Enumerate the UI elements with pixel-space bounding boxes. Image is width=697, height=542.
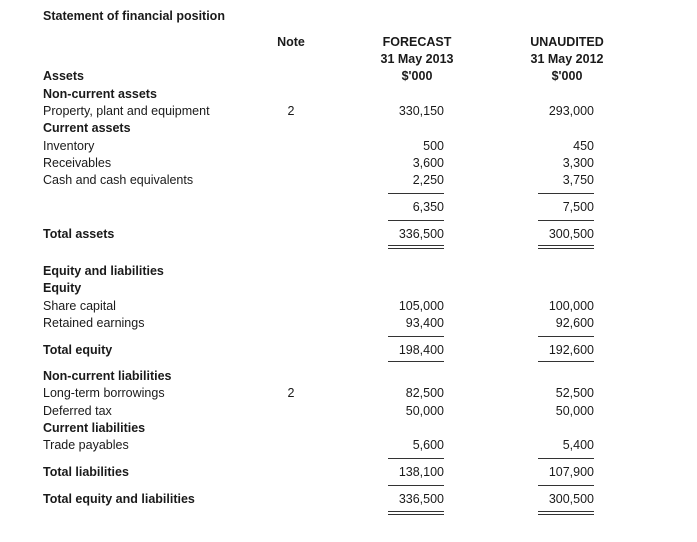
subtotal-rule	[538, 193, 594, 194]
row-label: Equity	[43, 281, 82, 295]
forecast-value: 2,250	[412, 173, 444, 187]
total-rule	[538, 248, 594, 249]
unaudited-value: 293,000	[548, 104, 594, 118]
unaudited-value: 50,000	[555, 404, 594, 418]
subtotal-rule	[538, 485, 594, 486]
row-note: 2	[287, 104, 295, 118]
forecast-header-line1: FORECAST	[382, 35, 452, 49]
forecast-value: 82,500	[405, 386, 444, 400]
unaudited-value: 3,300	[562, 156, 594, 170]
total-rule	[538, 245, 594, 246]
total-rule	[388, 514, 444, 515]
forecast-value: 5,600	[412, 438, 444, 452]
subtotal-rule	[538, 220, 594, 221]
forecast-value: 198,400	[398, 343, 444, 357]
forecast-value: 138,100	[398, 465, 444, 479]
row-note: 2	[287, 386, 295, 400]
row-label: Current assets	[43, 121, 131, 135]
note-header: Note	[277, 35, 305, 49]
row-label: Trade payables	[43, 438, 129, 452]
forecast-value: 93,400	[405, 316, 444, 330]
row-label: Deferred tax	[43, 404, 112, 418]
row-label: Cash and cash equivalents	[43, 173, 194, 187]
subtotal-rule	[538, 336, 594, 337]
forecast-value: 105,000	[398, 299, 444, 313]
row-label: Current liabilities	[43, 421, 146, 435]
subtotal-rule	[388, 361, 444, 362]
forecast-header-line2: 31 May 2013	[380, 52, 454, 66]
forecast-subtotal: 6,350	[412, 200, 444, 214]
row-label: Total equity and liabilities	[43, 492, 195, 506]
unaudited-value: 100,000	[548, 299, 594, 313]
unaudited-header-line1: UNAUDITED	[530, 35, 604, 49]
row-label: Equity and liabilities	[43, 264, 164, 278]
unaudited-value: 52,500	[555, 386, 594, 400]
forecast-header-line3: $'000	[401, 69, 433, 83]
row-label: Property, plant and equipment	[43, 104, 210, 118]
subtotal-rule	[388, 458, 444, 459]
row-label: Share capital	[43, 299, 116, 313]
forecast-value: 336,500	[398, 227, 444, 241]
total-rule	[538, 511, 594, 512]
forecast-value: 330,150	[398, 104, 444, 118]
subtotal-rule	[538, 458, 594, 459]
unaudited-value: 92,600	[555, 316, 594, 330]
row-label: Total assets	[43, 227, 115, 241]
subtotal-rule	[538, 361, 594, 362]
unaudited-value: 450	[573, 139, 594, 153]
total-rule	[388, 248, 444, 249]
total-rule	[538, 514, 594, 515]
statement-title: Statement of financial position	[43, 9, 225, 23]
row-label: Receivables	[43, 156, 112, 170]
subtotal-rule	[388, 193, 444, 194]
row-label: Inventory	[43, 139, 95, 153]
forecast-value: 336,500	[398, 492, 444, 506]
row-label: Total liabilities	[43, 465, 129, 479]
subtotal-rule	[388, 336, 444, 337]
unaudited-value: 300,500	[548, 492, 594, 506]
unaudited-value: 107,900	[548, 465, 594, 479]
unaudited-header-line3: $'000	[551, 69, 583, 83]
unaudited-value: 300,500	[548, 227, 594, 241]
row-label: Total equity	[43, 343, 113, 357]
unaudited-value: 3,750	[562, 173, 594, 187]
unaudited-subtotal: 7,500	[562, 200, 594, 214]
row-label: Retained earnings	[43, 316, 145, 330]
row-label: Assets	[43, 69, 84, 83]
subtotal-rule	[388, 220, 444, 221]
total-rule	[388, 245, 444, 246]
unaudited-header-line2: 31 May 2012	[530, 52, 604, 66]
unaudited-value: 5,400	[562, 438, 594, 452]
subtotal-rule	[388, 485, 444, 486]
total-rule	[388, 511, 444, 512]
row-label: Long-term borrowings	[43, 386, 165, 400]
row-label: Non-current liabilities	[43, 369, 172, 383]
forecast-value: 500	[423, 139, 444, 153]
forecast-value: 3,600	[412, 156, 444, 170]
forecast-value: 50,000	[405, 404, 444, 418]
unaudited-value: 192,600	[548, 343, 594, 357]
row-label: Non-current assets	[43, 87, 157, 101]
